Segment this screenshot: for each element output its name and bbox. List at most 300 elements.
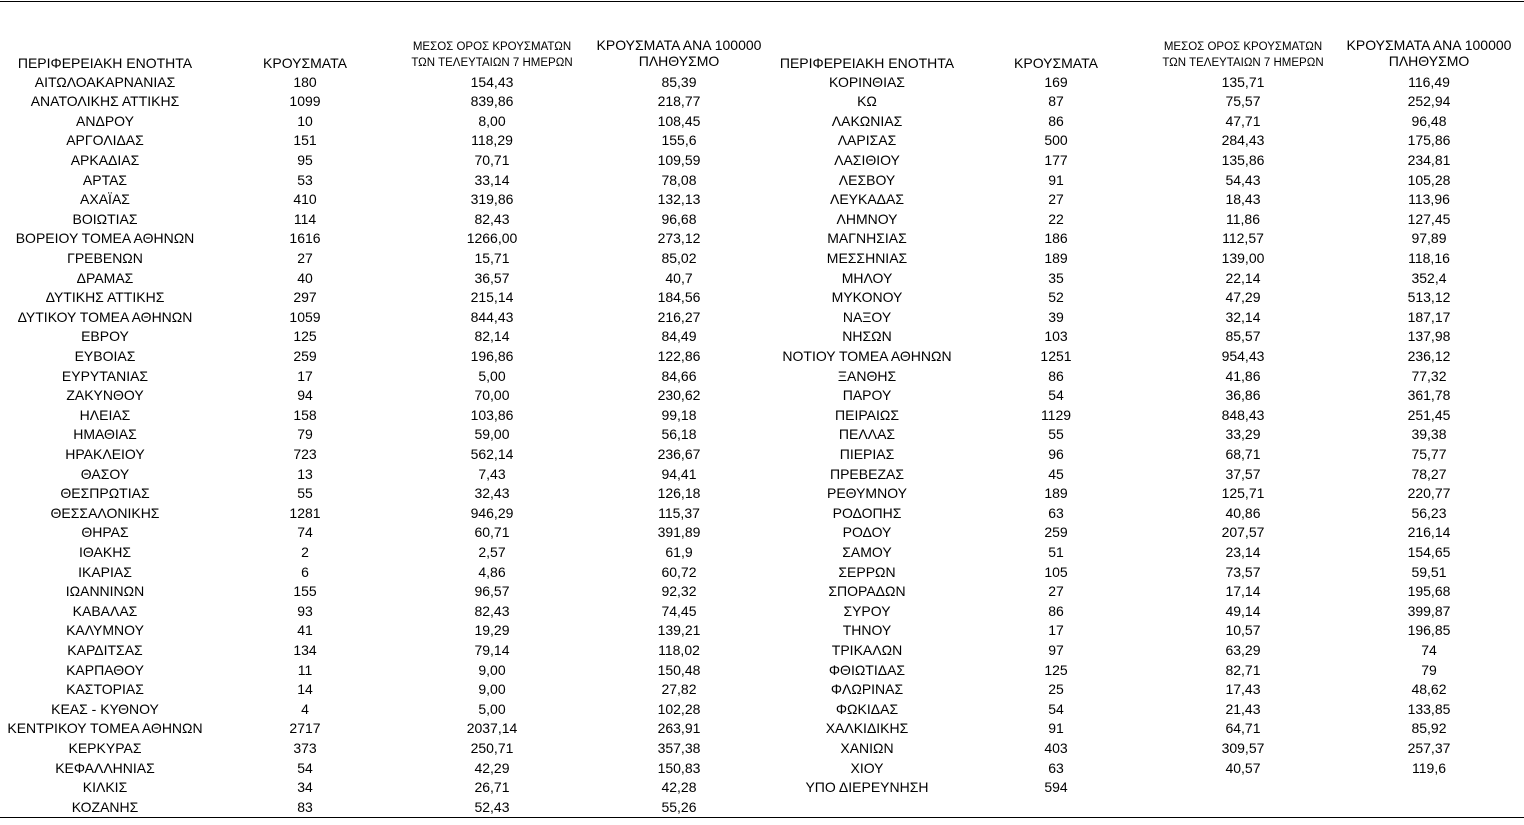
left-avg7-cell: 118,29	[471, 132, 513, 149]
left-per100k-cell: 56,18	[661, 426, 697, 443]
left-avg7-cell: 42,29	[474, 759, 510, 776]
left-region-cell: ΔΥΤΙΚΟΥ ΤΟΜΕΑ ΑΘΗΝΩΝ	[17, 308, 193, 325]
right-region-cell: ΤΡΙΚΑΛΩΝ	[831, 641, 903, 658]
table-row	[0, 445, 1524, 465]
left-avg7-cell: 33,14	[474, 171, 510, 188]
right-avg7-cell: 139,00	[1221, 249, 1265, 266]
left-region-cell: ΙΩΑΝΝΙΝΩΝ	[65, 583, 145, 600]
right-region-cell: ΦΛΩΡΙΝΑΣ	[830, 681, 904, 698]
left-header-avg: ΜΕΣΟΣ ΟΡΟΣ ΚΡΟΥΣΜΑΤΩΝ ΤΩΝ ΤΕΛΕΥΤΑΙΩΝ 7 ΗΜΕΡΩΝ	[411, 41, 573, 69]
table-row	[0, 739, 1524, 759]
right-region-cell: ΠΑΡΟΥ	[842, 387, 892, 404]
right-region-cell: ΜΗΛΟΥ	[841, 269, 893, 286]
right-avg7-cell: 41,86	[1225, 367, 1261, 384]
left-per100k-cell: 92,32	[661, 583, 697, 600]
right-avg7-cell: 68,71	[1225, 445, 1261, 462]
right-cases-cell: 55	[1048, 426, 1064, 443]
left-avg7-cell: 215,14	[470, 289, 514, 306]
right-region-cell: ΛΕΣΒΟΥ	[838, 171, 896, 188]
left-per100k-cell: 96,68	[661, 210, 697, 227]
right-cases-cell: 259	[1044, 524, 1068, 541]
left-avg7-cell: 1266,00	[466, 230, 518, 247]
table-row	[0, 171, 1524, 191]
left-per100k-cell: 84,49	[661, 328, 697, 345]
left-per100k-cell: 85,02	[661, 249, 697, 266]
left-per100k-cell: 78,08	[661, 171, 697, 188]
left-per100k-cell: 115,37	[658, 504, 700, 521]
right-cases-cell: 125	[1044, 661, 1068, 678]
left-cases-cell: 1616	[289, 230, 321, 247]
left-avg7-cell: 70,71	[474, 151, 510, 168]
right-avg7-cell: 32,14	[1225, 308, 1261, 325]
left-header-region: ΠΕΡΙΦΕΡΕΙΑΚΗ ΕΝΟΤΗΤΑ	[17, 55, 193, 71]
left-avg7-cell: 82,14	[474, 328, 510, 345]
left-per100k-cell: 230,62	[657, 387, 701, 404]
left-region-cell: ΑΝΔΡΟΥ	[76, 112, 134, 129]
left-region-cell: ΚΑΣΤΟΡΙΑΣ	[66, 681, 144, 698]
left-per100k-cell: 150,48	[657, 661, 701, 678]
right-per100k-cell: 116,49	[1408, 73, 1450, 90]
left-cases-cell: 373	[293, 739, 317, 756]
right-cases-cell: 45	[1048, 465, 1064, 482]
right-avg7-cell: 207,57	[1221, 524, 1265, 541]
right-avg7-cell: 848,43	[1221, 406, 1265, 423]
right-avg7-cell: 85,57	[1225, 328, 1261, 345]
right-region-cell: ΜΥΚΟΝΟΥ	[831, 289, 903, 306]
left-cases-cell: 158	[293, 406, 317, 423]
left-per100k-cell: 391,89	[657, 524, 701, 541]
right-region-cell: ΤΗΝΟΥ	[842, 622, 892, 639]
left-region-cell: ΘΕΣΠΡΩΤΙΑΣ	[60, 485, 150, 502]
table-row	[0, 327, 1524, 347]
right-header-per100k: ΚΡΟΥΣΜΑΤΑ ΑΝΑ 100000 ΠΛΗΘΥΣΜΟ	[1346, 37, 1512, 69]
left-per100k-cell: 263,91	[657, 720, 701, 737]
left-region-cell: ΑΙΤΩΛΟΑΚΑΡΝΑΝΙΑΣ	[34, 73, 176, 90]
left-cases-cell: 114	[293, 210, 317, 227]
right-cases-cell: 177	[1044, 151, 1068, 168]
top-border-line	[0, 1, 1524, 2]
left-per100k-cell: 42,28	[661, 779, 697, 796]
left-cases-cell: 79	[297, 426, 313, 443]
right-region-cell: ΠΙΕΡΙΑΣ	[839, 445, 895, 462]
right-region-cell: ΛΑΡΙΣΑΣ	[837, 132, 897, 149]
left-avg7-cell: 250,71	[470, 739, 514, 756]
right-cases-cell: 22	[1048, 210, 1064, 227]
table-row	[0, 602, 1524, 622]
left-region-cell: ΚΟΖΑΝΗΣ	[71, 798, 139, 815]
left-cases-cell: 1099	[289, 93, 321, 110]
table-row	[0, 386, 1524, 406]
left-cases-cell: 1281	[289, 504, 321, 521]
left-avg7-cell: 26,71	[474, 779, 510, 796]
left-region-cell: ΗΜΑΘΙΑΣ	[73, 426, 137, 443]
table-row	[0, 484, 1524, 504]
left-avg7-cell: 82,43	[474, 602, 510, 619]
left-per100k-cell: 155,6	[661, 132, 697, 149]
right-region-cell: ΧΙΟΥ	[850, 759, 884, 776]
left-cases-cell: 155	[293, 583, 317, 600]
right-avg7-cell: 82,71	[1225, 661, 1261, 678]
left-region-cell: ΗΛΕΙΑΣ	[79, 406, 131, 423]
right-per100k-cell: 251,45	[1407, 406, 1451, 423]
right-avg7-cell: 135,71	[1221, 73, 1265, 90]
left-region-cell: ΘΕΣΣΑΛΟΝΙΚΗΣ	[50, 504, 160, 521]
table-row	[0, 641, 1524, 661]
right-region-cell: ΡΟΔΟΥ	[842, 524, 892, 541]
left-per100k-cell: 61,9	[665, 543, 693, 560]
right-avg7-cell: 18,43	[1225, 191, 1261, 208]
left-region-cell: ΗΡΑΚΛΕΙΟΥ	[65, 445, 145, 462]
left-cases-cell: 14	[297, 681, 313, 698]
table-row	[0, 582, 1524, 602]
right-region-cell: ΣΥΡΟΥ	[843, 602, 891, 619]
right-per100k-cell: 137,98	[1407, 328, 1451, 345]
left-avg7-cell: 82,43	[474, 210, 510, 227]
right-per100k-cell: 196,85	[1407, 622, 1451, 639]
right-cases-cell: 86	[1048, 112, 1064, 129]
right-region-cell: ΚΩ	[857, 93, 877, 110]
left-region-cell: ΒΟΡΕΙΟΥ ΤΟΜΕΑ ΑΘΗΝΩΝ	[15, 230, 195, 247]
right-per100k-cell: 105,28	[1407, 171, 1451, 188]
table-row	[0, 680, 1524, 700]
right-region-cell: ΝΑΞΟΥ	[842, 308, 892, 325]
right-avg7-cell: 36,86	[1225, 387, 1261, 404]
table-row	[0, 269, 1524, 289]
table-row	[0, 190, 1524, 210]
left-cases-cell: 95	[297, 151, 313, 168]
right-per100k-cell: 220,77	[1407, 485, 1451, 502]
right-per100k-cell: 257,37	[1407, 739, 1451, 756]
right-region-cell: ΡΕΘΥΜΝΟΥ	[826, 485, 907, 502]
left-avg7-cell: 70,00	[474, 387, 510, 404]
right-avg7-cell: 954,43	[1221, 347, 1265, 364]
table-row	[0, 92, 1524, 112]
left-avg7-cell: 8,00	[478, 112, 506, 129]
left-cases-cell: 10	[297, 112, 313, 129]
left-avg7-cell: 9,00	[478, 661, 506, 678]
left-per100k-cell: 99,18	[661, 406, 697, 423]
left-region-cell: ΚΕΡΚΥΡΑΣ	[68, 739, 142, 756]
right-per100k-cell: 175,86	[1407, 132, 1451, 149]
left-avg7-cell: 96,57	[474, 583, 510, 600]
right-cases-cell: 39	[1048, 308, 1064, 325]
table-row	[0, 621, 1524, 641]
right-avg7-cell: 47,71	[1225, 112, 1261, 129]
table-row	[0, 249, 1524, 269]
right-avg7-cell: 33,29	[1225, 426, 1261, 443]
right-cases-cell: 500	[1044, 132, 1068, 149]
right-per100k-cell: 56,23	[1411, 504, 1447, 521]
left-cases-cell: 1059	[289, 308, 321, 325]
left-avg7-cell: 5,00	[478, 367, 506, 384]
right-avg7-cell: 284,43	[1221, 132, 1265, 149]
right-region-cell: ΠΕΙΡΑΙΩΣ	[835, 406, 899, 423]
right-per100k-cell: 361,78	[1407, 387, 1451, 404]
left-cases-cell: 53	[297, 171, 313, 188]
right-per100k-cell: 133,85	[1407, 700, 1451, 717]
left-cases-cell: 54	[297, 759, 313, 776]
right-cases-cell: 25	[1048, 681, 1064, 698]
right-per100k-cell: 195,68	[1407, 583, 1451, 600]
left-cases-cell: 410	[293, 191, 317, 208]
right-avg7-cell: 11,86	[1226, 210, 1260, 227]
left-avg7-cell: 2037,14	[466, 720, 518, 737]
left-region-cell: ΚΑΡΠΑΘΟΥ	[66, 661, 144, 678]
right-region-cell: ΠΕΛΛΑΣ	[838, 426, 896, 443]
right-per100k-cell: 252,94	[1407, 93, 1451, 110]
left-cases-cell: 13	[297, 465, 313, 482]
left-per100k-cell: 218,77	[657, 93, 701, 110]
left-header-cases: ΚΡΟΥΣΜΑΤΑ	[263, 55, 347, 71]
right-per100k-cell: 96,48	[1411, 112, 1447, 129]
table-row	[0, 661, 1524, 681]
right-cases-cell: 54	[1048, 387, 1064, 404]
right-cases-cell: 91	[1048, 720, 1064, 737]
left-region-cell: ΓΡΕΒΕΝΩΝ	[67, 249, 143, 266]
right-region-cell: ΠΡΕΒΕΖΑΣ	[829, 465, 904, 482]
right-cases-cell: 27	[1048, 191, 1064, 208]
right-cases-cell: 1129	[1040, 406, 1072, 423]
right-per100k-cell: 79	[1421, 661, 1437, 678]
table-row	[0, 465, 1524, 485]
left-avg7-cell: 60,71	[474, 524, 510, 541]
left-per100k-cell: 40,7	[665, 269, 693, 286]
table-row	[0, 229, 1524, 249]
right-avg7-cell: 40,57	[1225, 759, 1261, 776]
left-per100k-cell: 94,41	[661, 465, 697, 482]
left-cases-cell: 74	[297, 524, 313, 541]
table-row	[0, 73, 1524, 93]
right-cases-cell: 63	[1048, 504, 1064, 521]
right-per100k-cell: 74	[1421, 641, 1437, 658]
left-per100k-cell: 236,67	[657, 445, 701, 462]
left-header-per100k: ΚΡΟΥΣΜΑΤΑ ΑΝΑ 100000 ΠΛΗΘΥΣΜΟ	[596, 37, 762, 69]
table-row	[0, 798, 1524, 818]
right-cases-cell: 1251	[1040, 347, 1072, 364]
left-region-cell: ΙΘΑΚΗΣ	[79, 543, 131, 560]
left-per100k-cell: 55,26	[661, 798, 697, 815]
right-per100k-cell: 75,77	[1411, 445, 1447, 462]
right-per100k-cell: 399,87	[1407, 602, 1451, 619]
left-per100k-cell: 126,18	[657, 485, 701, 502]
right-region-cell: ΛΕΥΚΑΔΑΣ	[829, 191, 905, 208]
table-row	[0, 112, 1524, 132]
left-cases-cell: 2717	[289, 720, 321, 737]
right-region-cell: ΛΗΜΝΟΥ	[836, 210, 898, 227]
left-cases-cell: 259	[293, 347, 317, 364]
left-per100k-cell: 74,45	[661, 602, 697, 619]
right-per100k-cell: 59,51	[1411, 563, 1447, 580]
table-row	[0, 543, 1524, 563]
right-region-cell: ΞΑΝΘΗΣ	[837, 367, 897, 384]
right-region-cell: ΦΘΙΩΤΙΔΑΣ	[828, 661, 906, 678]
left-avg7-cell: 839,86	[470, 93, 514, 110]
right-avg7-cell: 112,57	[1222, 230, 1264, 247]
table-row	[0, 778, 1524, 798]
table-row	[0, 759, 1524, 779]
left-cases-cell: 17	[297, 367, 313, 384]
left-avg7-cell: 4,86	[478, 563, 506, 580]
right-region-cell: ΚΟΡΙΝΘΙΑΣ	[829, 73, 905, 90]
right-region-cell: ΣΠΟΡΑΔΩΝ	[828, 583, 906, 600]
right-region-cell: ΡΟΔΟΠΗΣ	[832, 504, 902, 521]
left-per100k-cell: 184,56	[657, 289, 701, 306]
table-row	[0, 563, 1524, 583]
left-avg7-cell: 319,86	[470, 191, 514, 208]
left-cases-cell: 40	[297, 269, 313, 286]
left-region-cell: ΖΑΚΥΝΘΟΥ	[66, 387, 144, 404]
left-cases-cell: 6	[301, 563, 309, 580]
right-per100k-cell: 187,17	[1407, 308, 1451, 325]
left-per100k-cell: 27,82	[661, 681, 697, 698]
left-avg7-cell: 7,43	[478, 465, 506, 482]
left-region-cell: ΘΑΣΟΥ	[80, 465, 130, 482]
left-region-cell: ΑΡΤΑΣ	[82, 171, 128, 188]
left-cases-cell: 151	[293, 132, 317, 149]
left-cases-cell: 11	[297, 661, 313, 678]
left-cases-cell: 297	[293, 289, 317, 306]
right-per100k-cell: 216,14	[1407, 524, 1451, 541]
table-row	[0, 131, 1524, 151]
left-cases-cell: 55	[297, 485, 313, 502]
right-cases-cell: 105	[1044, 563, 1068, 580]
left-region-cell: ΚΑΡΔΙΤΣΑΣ	[67, 641, 143, 658]
table-row	[0, 523, 1524, 543]
left-region-cell: ΒΟΙΩΤΙΑΣ	[72, 210, 138, 227]
left-avg7-cell: 103,86	[470, 406, 514, 423]
left-cases-cell: 83	[297, 798, 313, 815]
right-avg7-cell: 63,29	[1225, 641, 1261, 658]
left-avg7-cell: 844,43	[470, 308, 514, 325]
left-per100k-cell: 118,02	[658, 641, 700, 658]
table-row	[0, 288, 1524, 308]
right-region-cell: ΣΕΡΡΩΝ	[838, 563, 896, 580]
right-cases-cell: 86	[1048, 602, 1064, 619]
right-per100k-cell: 97,89	[1411, 230, 1447, 247]
right-cases-cell: 169	[1044, 73, 1068, 90]
right-cases-cell: 54	[1048, 700, 1064, 717]
left-region-cell: ΚΙΛΚΙΣ	[82, 779, 128, 796]
right-header-avg: ΜΕΣΟΣ ΟΡΟΣ ΚΡΟΥΣΜΑΤΩΝ ΤΩΝ ΤΕΛΕΥΤΑΙΩΝ 7 ΗΜΕΡΩΝ	[1162, 41, 1324, 69]
right-per100k-cell: 113,96	[1408, 191, 1450, 208]
left-avg7-cell: 52,43	[474, 798, 510, 815]
left-avg7-cell: 15,71	[474, 249, 510, 266]
left-per100k-cell: 60,72	[661, 563, 697, 580]
right-cases-cell: 403	[1044, 739, 1068, 756]
table-row	[0, 308, 1524, 328]
table-row	[0, 425, 1524, 445]
right-region-cell: ΧΑΛΚΙΔΙΚΗΣ	[825, 720, 909, 737]
right-region-cell: ΛΑΚΩΝΙΑΣ	[831, 112, 903, 129]
table-row	[0, 367, 1524, 387]
left-per100k-cell: 216,27	[657, 308, 701, 325]
table-row	[0, 719, 1524, 739]
right-region-cell: ΜΑΓΝΗΣΙΑΣ	[827, 230, 907, 247]
left-region-cell: ΑΧΑΪΑΣ	[80, 191, 130, 208]
table-row	[0, 406, 1524, 426]
right-per100k-cell: 154,65	[1407, 543, 1451, 560]
table-row	[0, 151, 1524, 171]
right-avg7-cell: 49,14	[1225, 602, 1261, 619]
left-region-cell: ΕΒΡΟΥ	[81, 328, 129, 345]
right-per100k-cell: 513,12	[1407, 289, 1451, 306]
right-avg7-cell: 23,14	[1225, 543, 1261, 560]
right-cases-cell: 189	[1044, 485, 1068, 502]
right-cases-cell: 103	[1044, 328, 1068, 345]
table-row	[0, 210, 1524, 230]
right-cases-cell: 87	[1048, 93, 1064, 110]
right-avg7-cell: 40,86	[1225, 504, 1261, 521]
left-avg7-cell: 36,57	[474, 269, 510, 286]
left-region-cell: ΑΝΑΤΟΛΙΚΗΣ ΑΤΤΙΚΗΣ	[30, 93, 180, 110]
left-avg7-cell: 79,14	[474, 641, 510, 658]
right-cases-cell: 97	[1048, 641, 1064, 658]
right-cases-cell: 27	[1048, 583, 1064, 600]
left-region-cell: ΘΗΡΑΣ	[81, 524, 129, 541]
right-avg7-cell: 22,14	[1225, 269, 1261, 286]
left-region-cell: ΕΥΡΥΤΑΝΙΑΣ	[61, 367, 149, 384]
right-region-cell: ΝΟΤΙΟΥ ΤΟΜΕΑ ΑΘΗΝΩΝ	[782, 347, 952, 364]
left-avg7-cell: 5,00	[478, 700, 506, 717]
right-region-cell: ΣΑΜΟΥ	[842, 543, 892, 560]
right-avg7-cell: 125,71	[1221, 485, 1265, 502]
right-avg7-cell: 17,14	[1225, 583, 1261, 600]
right-avg7-cell: 309,57	[1221, 739, 1265, 756]
right-per100k-cell: 119,6	[1412, 759, 1446, 776]
right-avg7-cell: 64,71	[1225, 720, 1261, 737]
left-region-cell: ΔΡΑΜΑΣ	[76, 269, 134, 286]
left-region-cell: ΚΕΝΤΡΙΚΟΥ ΤΟΜΕΑ ΑΘΗΝΩΝ	[7, 720, 203, 737]
right-avg7-cell: 21,43	[1225, 700, 1261, 717]
left-region-cell: ΚΕΦΑΛΛΗΝΙΑΣ	[55, 759, 155, 776]
left-avg7-cell: 946,29	[470, 504, 514, 521]
left-avg7-cell: 32,43	[474, 485, 510, 502]
right-per100k-cell: 48,62	[1411, 681, 1447, 698]
table-row	[0, 700, 1524, 720]
right-header-cases: ΚΡΟΥΣΜΑΤΑ	[1014, 55, 1098, 71]
left-cases-cell: 34	[297, 779, 313, 796]
left-cases-cell: 2	[301, 543, 309, 560]
left-cases-cell: 27	[297, 249, 313, 266]
left-avg7-cell: 59,00	[474, 426, 510, 443]
right-per100k-cell: 78,27	[1411, 465, 1447, 482]
left-avg7-cell: 562,14	[470, 445, 514, 462]
right-region-cell: ΛΑΣΙΘΙΟΥ	[834, 151, 900, 168]
right-cases-cell: 35	[1048, 269, 1064, 286]
left-cases-cell: 180	[293, 73, 317, 90]
left-avg7-cell: 19,29	[474, 622, 510, 639]
left-avg7-cell: 9,00	[478, 681, 506, 698]
left-per100k-cell: 357,38	[657, 739, 701, 756]
right-per100k-cell: 236,12	[1407, 347, 1451, 364]
right-cases-cell: 186	[1044, 230, 1068, 247]
right-per100k-cell: 85,92	[1411, 720, 1447, 737]
right-region-cell: ΦΩΚΙΔΑΣ	[835, 700, 899, 717]
left-region-cell: ΑΡΓΟΛΙΔΑΣ	[66, 132, 144, 149]
table-row	[0, 347, 1524, 367]
right-region-cell: ΥΠΟ ΔΙΕΡΕΥΝΗΣΗ	[805, 779, 929, 796]
right-cases-cell: 86	[1048, 367, 1064, 384]
left-per100k-cell: 132,13	[657, 191, 701, 208]
left-per100k-cell: 109,59	[657, 151, 701, 168]
right-avg7-cell: 47,29	[1225, 289, 1261, 306]
left-region-cell: ΔΥΤΙΚΗΣ ΑΤΤΙΚΗΣ	[45, 289, 165, 306]
right-cases-cell: 594	[1044, 779, 1068, 796]
right-cases-cell: 63	[1048, 759, 1064, 776]
left-cases-cell: 723	[293, 445, 317, 462]
right-avg7-cell: 17,43	[1225, 681, 1261, 698]
left-cases-cell: 125	[293, 328, 317, 345]
